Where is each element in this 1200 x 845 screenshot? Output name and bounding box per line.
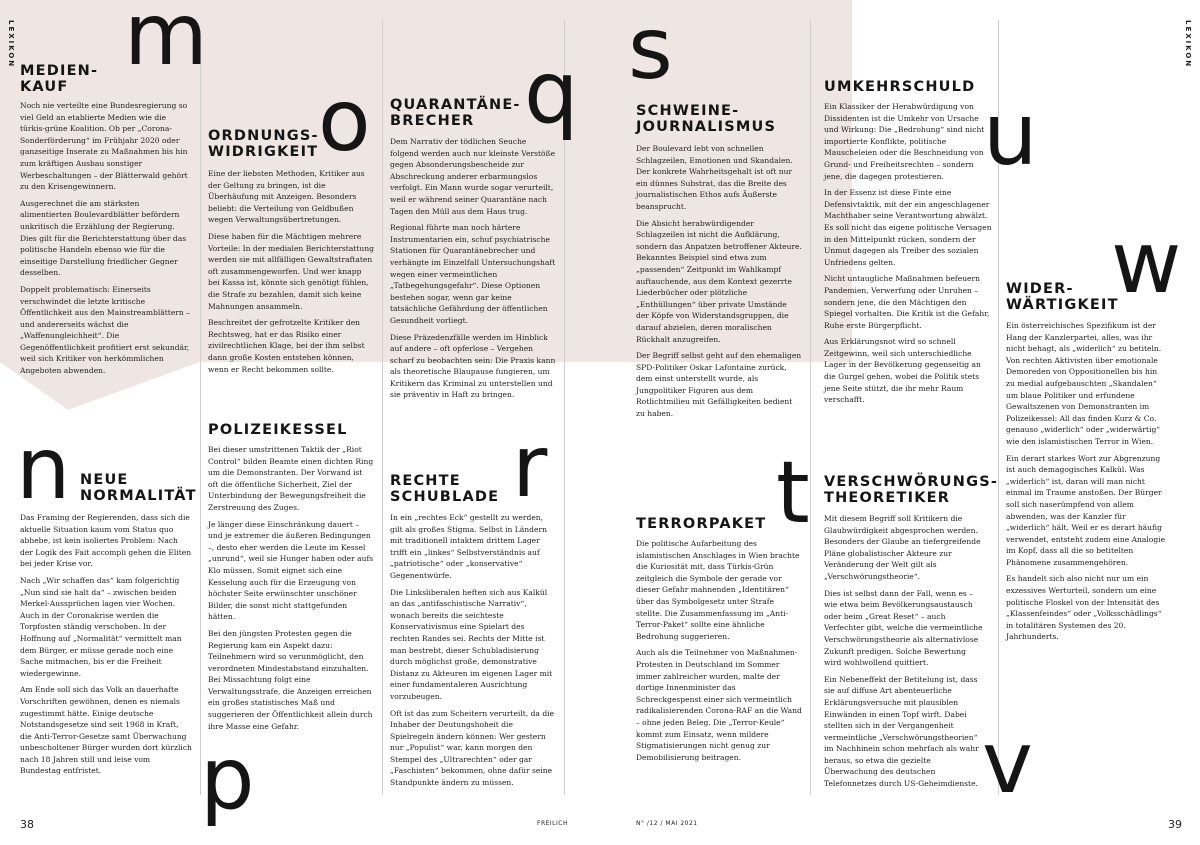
letter-m: m bbox=[124, 0, 208, 85]
entry-text-polizeikessel: Bei dieser umstrittenen Taktik der „Riot Control“ bilden Beamte einen dichten Ring um die Demonstranten. Der Vorwand ist oft die öffentliche Sicherheit, Ziel der Unterbindung der Bewegungsfreiheit die Zerstreuung des Zuges. Je länger diese Einschränkung dauert – und je extremer die äußeren Bedingungen –, desto eher werden die Leute im Kessel „unrund“, weil sie Hunger haben oder aufs Klo müssen. Somit eignet sich eine Kesselung auch für die Erzeugung von höchster Seite erwünschter unschöner Bilder, die sonst nicht stattgefunden hätten. Bei den jüngsten Protesten gegen die Regierung kam ein Aspekt dazu: Teilnehmern wird so verunmöglicht, den verordneten Mindestabstand einzuhalten. Bei Missachtung folgt eine Verwaltungsstrafe, die Anzeigen erreichen ein großes statistisches Maß und suggerieren der Öffentlichkeit allein durch ihre Masse eine Gefahr. bbox=[208, 445, 374, 731]
entry-title-widerwaertigkeit: WIDER- WÄRTIGKEIT bbox=[1006, 281, 1119, 313]
column-rule bbox=[200, 30, 201, 795]
entry-text-medienkauf: Noch nie verteilte eine Bundesregierung so viel Geld an etablierte Medien wie die türkis-grüne Koalition. Ob per „Corona-Sonderförderung“ im Frühjahr 2020 oder ganzseitige Inserate zu Maßnahmen bis hin zum kräftigen Ausbau sonstiger Werbeschaltungen – der Blätterwald gehört zu den Krisengewinnern. Ausgerechnet die am stärksten alimentierten Boulevardblätter befördern unkritisch die Erzählung der Regierung. Dies gilt für die Berichterstattung über das politische Handeln ebenso wie für die einseitige Darstellung friedlicher Gegner desselben. Doppelt problematisch: Einerseits verschwindet die letzte kritische Öffentlichkeit aus den Mainstreamblättern – und andererseits wächst die „Waffenungleichheit“. Die Gegenöffentlichkeit profitiert erst sekundär, weil sich Kritiker von herkömmlichen Angeboten abwenden. bbox=[20, 101, 190, 376]
entry-title-umkehrschuld: UMKEHRSCHULD bbox=[824, 79, 976, 95]
letter-w: w bbox=[1111, 213, 1182, 313]
column-rule bbox=[382, 20, 383, 795]
entry-title-schweinejournalismus: SCHWEINE- JOURNALISMUS bbox=[636, 103, 777, 135]
entry-text-rechte-schublade: In ein „rechtes Eck“ gestellt zu werden, gilt als großes Stigma. Selbst in Ländern mit traditionell intaktem drittem Lager trifft ein „linkes“ Selbstverständnis auf „patriotische“ oder „konservative“ Gegenentwürfe. Die Linksliberalen heften sich aus Kalkül an das „antifaschistische Narrativ“, wonach bereits die seichteste Konservativismus eine Spielart des rechten Randes sei. Rechts der Mitte ist man bestrebt, dieser Schubladisierung durch möglichst große, demonstrative Distanz zu Akteuren im eigenen Lager mit einer fundamentaleren Ausrichtung vorzubeugen. Oft ist das zum Scheitern verurteilt, da die Inhaber der Deutungshoheit die Spielregeln ändern können: Wer gestern nur „Populist“ war, kann morgen den Stempel des „Ultrarechten“ oder gar „Faschisten“ bekommen, ohne dafür seine Standpunkte ändern zu müssen. bbox=[390, 513, 555, 788]
letter-v: v bbox=[982, 713, 1033, 813]
entry-text-schweinejournalismus: Der Boulevard lebt von schnellen Schlagzeilen, Emotionen und Skandalen. Der konkrete Wahrheitsgehalt ist oft nur ein dünnes Substrat, das die Breite des journalistischen Ethos aufs Äußerste beansprucht. Die Absicht herabwürdigender Schlagzeilen ist nicht die Aufklärung, sondern das Anpatzen betroffener Akteure. Bekanntes Beispiel sind etwa zum „passenden“ Zeitpunkt im Wahlkampf auftauchende, aus dem Kontext gezerrte Liederbücher oder plötzliche „Enthüllungen“ über private Umstände der Köpfe von Widerstandsgruppen, die darauf abzielen, deren moralischen Rückhalt anzugreifen. Der Begriff selbst geht auf den ehemaligen SPD-Politiker Oskar Lafontaine zurück, dem einst unterstellt wurde, als Jungpolitiker Figuren aus dem Rotlichtmilieu mit Gefälligkeiten bedient zu haben. bbox=[636, 144, 802, 419]
entry-text-umkehrschuld: Ein Klassiker der Herabwürdigung von Dissidenten ist die Umkehr von Ursache und Wirkung: Die „Bedrohung“ sind nicht importierte Konflikte, politische Mauscheleien oder die Beschneidung von Grund- und Freiheitsrechten – sondern jene, die dagegen protestieren. In der Essenz ist diese Finte eine Defensivtaktik, mit der ein angeschlagener Machthaber seine Verantwortung abwälzt. Es soll nicht das eigene politische Versagen in den Mittelpunkt rücken, sondern der Unmut dagegen als Treiber des sozialen Unfriedens gelten. Nicht untaugliche Maßnahmen befeuern Pandemien, Verwerfung oder Unruhen – sondern jene, die den Mächtigen den Spiegel vorhalten. Die Kritik ist die Gefahr, Ruhe erste Bürgerpflicht. Aus Erklärungsnot wird so schnell Zeitgewinn, weil sich unterschiedliche Lager in der Bevölkerung gegenseitig an die Gurgel gehen, wobei die Politik stets jene Seite stützt, die ihr mehr Raum verschafft. bbox=[824, 102, 992, 405]
entry-title-terrorpaket: TERRORPAKET bbox=[636, 516, 767, 532]
entry-text-quarantaenebrecher: Dem Narrativ der tödlichen Seuche folgend werden auch nur kleinste Verstöße gegen Absonderungsbescheide zur Abschreckung anderer erbarmungslos verfolgt. Ein Mann wurde sogar verurteilt, weil er während seiner Quarantäne nach Tagen den Müll aus dem Haus trug. Regional führte man noch härtere Instrumentarien ein, schuf psychiatrische Stationen für Quarantänebrecher und verhängte im Einzelfall Untersuchungshaft wegen einer vermeintlichen „Tatbegehungsgefahr“. Diese Optionen bestehen sogar, wenn gar keine tatsächliche Gefährdung der öffentlichen Gesundheit vorliegt. Diese Präzedenzfälle werden im Hinblick auf andere – oft opferlose – Vergehen scharf zu beobachten sein: Die Praxis kann als theoretische Blaupause fungieren, um Kritikern das Kriminal zu unterstellen und sie präventiv in Haft zu bringen. bbox=[390, 137, 556, 400]
entry-text-verschwoerungstheoretiker: Mit diesem Begriff soll Kritikern die Glaubwürdigkeit abgesprochen werden. Besonders der Glaube an tiefergreifende Pläne globalistischer Akteure zur Veränderung der Welt gilt als „Verschwörungstheorie“. Dies ist selbst dann der Fall, wenn es – wie etwa beim Bevölkerungsaustausch oder beim „Great Reset“ – auch Verfechter gibt, welche die vermeintliche Verschwörungstheorie als alternativlose Zukunft predigen. Solche Bewertung wird wohlwollend quittiert. Ein Nebeneffekt der Betitelung ist, dass sie auf diffuse Art abenteuerliche Erklärungsversuche mit plausiblen Einwänden in einen Topf wirft. Dabei stellten sich in der Vergangenheit vermeintliche „Verschwörungstheorien“ im Nachhinein schon mehrfach als wahr heraus, so etwa die gezielte Überwachung des deutschen Telefonnetzes durch US-Geheimdienste. bbox=[824, 514, 983, 789]
entry-text-ordnungswidrigkeit: Eine der liebsten Methoden, Kritiker aus der Geltung zu bringen, ist die Überhäufung mit Anzeigen. Besonders beliebt: die Verteilung von Geldbußen wegen Verwaltungsübertretungen. Diese haben für die Mächtigen mehrere Vorteile: In der medialen Berichterstattung werden sie mit allfälligen Gewaltstraftaten oft zusammengeworfen. Und wer knapp bei Kassa ist, könnte sich genötigt fühlen, die Strafe zu bezahlen, damit sich keine Mahnungen ansammeln. Beschreitet der gefrotzelte Kritiker den Rechtsweg, hat er das Risiko einer zivilrechtlichen Klage, bei der ihm selbst dann große Kosten entstehen können, wenn er Recht bekommen sollte. bbox=[208, 169, 374, 374]
issue-label: N° /12 / MAI 2021 bbox=[636, 820, 698, 827]
letter-q: q bbox=[524, 43, 579, 143]
letter-s: s bbox=[628, 0, 673, 99]
side-label-left: LEXIKON bbox=[7, 20, 15, 69]
entry-title-rechte-schublade: RECHTE SCHUBLADE bbox=[390, 473, 500, 505]
letter-r: r bbox=[512, 417, 548, 517]
entry-text-widerwaertigkeit: Ein österreichisches Spezifikum ist der Hang der Kanzlerpartei, alles, was ihr nicht behagt, als „widerlich“ zu betiteln. Von rechten Aktivisten über emotionale Demoreden von Oppositionellen bis hin zu medial aufgebauschten „Skandalen“ um blaue Politiker und erfundene Gewaltszenen von Demonstranten im Polizeikessel: All das finden Kurz & Co. genauso „widerlich“ oder „widerwärtig“ wie den islamistischen Terror in Wien. Ein derart starkes Wort zur Abgrenzung ist auch demagogisches Kalkül. Was „widerlich“ ist, daran will man nicht einmal im Traume anstoßen. Der Bürger soll sich naserümpfend von allem abwenden, was der Kanzler für „widerlich“ hält. Weil er es derart häufig verwendet, entsteht zudem eine Analogie im Kopf, dass all die so betitelten Phänomene zusammengehören. Es handelt sich also nicht nur um ein exzessives Werturteil, sondern um eine politische Floskel von der Intensität des „Klassenfeindes“ oder „Volksschädlings“ in totalitären Systemen des 20. Jahrhunderts. bbox=[1006, 321, 1166, 642]
magazine-name: FREILICH bbox=[537, 820, 568, 827]
entry-title-verschwoerungstheoretiker: VERSCHWÖRUNGS- THEORETIKER bbox=[824, 474, 999, 506]
side-label-right: LEXIKON bbox=[1184, 20, 1192, 69]
entry-title-neue-normalitaet: NEUE NORMALITÄT bbox=[80, 472, 197, 504]
letter-p: p bbox=[200, 729, 255, 829]
page-number-left: 38 bbox=[20, 818, 34, 831]
entry-title-quarantaenebrecher: QUARANTÄNE- BRECHER bbox=[390, 97, 521, 129]
page-number-right: 39 bbox=[1168, 818, 1182, 831]
entry-text-neue-normalitaet: Das Framing der Regierenden, dass sich die aktuelle Situation kaum vom Status quo abhebe, ist kein isoliertes Problem: Nach der Logik des Fait accompli gehen die Eliten bei jeder Krise vor. Nach „Wir schaffen das“ kam folgerichtig „Nun sind sie halt da“ – zwischen beiden Merkel-Aussprüchen lagen vier Wochen. Auch in der Coronakrise werden die Torpfosten ständig verschoben. In der Hoffnung auf „Normalität“ vermittelt man dem Bürger, er müsse gerade noch eine Sache mitmachen, bis er die Freiheit wiedergewinne. Am Ende soll sich das Volk an dauerhafte Vorschriften gewöhnen, denen es niemals zugestimmt hätte. Einige deutsche Notstandsgesetze sind seit 1968 in Kraft, die Anti-Terror-Gesetze samt Überwachung unbescholtener Bürger wurden dort kürzlich nach 18 Jahren still und leise vom Bundestag entfristet. bbox=[20, 513, 192, 776]
entry-title-medienkauf: MEDIEN- KAUF bbox=[20, 63, 99, 95]
column-rule bbox=[810, 20, 811, 795]
letter-o: o bbox=[318, 71, 371, 171]
entry-title-polizeikessel: POLIZEIKESSEL bbox=[208, 422, 348, 438]
entry-text-terrorpaket: Die politische Aufarbeitung des islamistischen Anschlages in Wien brachte die Kuriosität mit, dass Türkis-Grün zeitgleich die Symbole der gerade vor dieser Gefahr mahnenden „Identitären“ über das Symbolgesetz unter Strafe stellte. Die Zusammenfassung im „Anti-Terror-Paket“ sollte eine ähnliche Bedrohung suggerieren. Auch als die Teilnehmer von Maßnahmen-Protesten in Deutschland im Sommer immer zahlreicher wurden, malte der dortige Innenminister das Schreckgespenst einer sich vermeintlich radikalisierenden Corona-RAF an die Wand – ohne jeden Beleg. Die „Terror-Keule“ kommt zum Einsatz, wenn mildere Stigmatisierungen nicht genug zur Demobilisierung beitragen. bbox=[636, 539, 802, 762]
letter-n: n bbox=[16, 419, 71, 519]
letter-u: u bbox=[983, 85, 1038, 185]
letter-t: t bbox=[776, 443, 810, 543]
entry-title-ordnungswidrigkeit: ORDNUNGS- WIDRIGKEIT bbox=[208, 128, 319, 160]
